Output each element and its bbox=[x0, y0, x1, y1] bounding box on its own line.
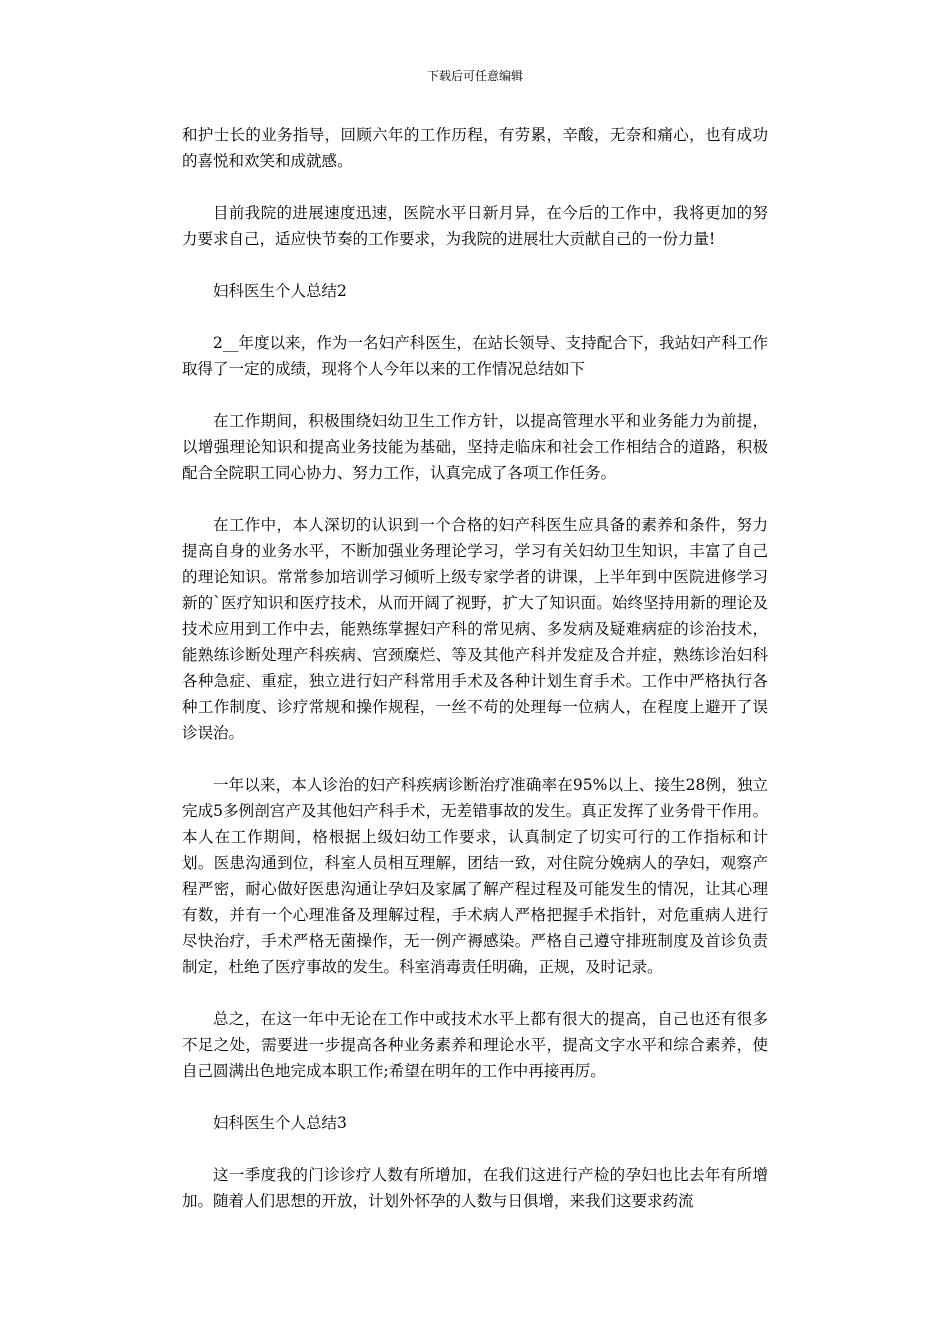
paragraph: 总之，在这一年中无论在工作中或技术水平上都有很大的提高，自己也还有很多不足之处，需要进一步提高各种业务素养和理论水平，提高文字水平和综合素养，使自己圆满出色地完成本职工作;希望在明年的工作中再接再厉。 bbox=[182, 1010, 768, 1080]
section-heading: 妇科医生个人总结2 bbox=[213, 282, 347, 300]
section-heading: 妇科医生个人总结3 bbox=[213, 1114, 347, 1132]
document-body bbox=[182, 122, 768, 1214]
paragraph: 在工作中，本人深切的认识到一个合格的妇产科医生应具备的素养和条件，努力提高自身的业务水平，不断加强业务理论学习，学习有关妇幼卫生知识，丰富了自己的理论知识。常常参加培训学习倾听上级专家学者的讲课，上半年到中医院进修学习新的`医疗知识和医疗技术，从而开阔了视野，扩大了知识面。始终坚持用新的理论及技术应用到工作中去，能熟练掌握妇产科的常见病、多发病及疑难病症的诊治技术，能熟练诊断处理产科疾病、宫颈糜烂、等及其他产科并发症及合并症，熟练诊治妇科各种急症、重症，独立进行妇产科常用手术及各种计划生育手术。工作中严格执行各种工作制度、诊疗常规和操作规程，一丝不苟的处理每一位病人，在程度上避开了误诊误治。 bbox=[182, 516, 768, 742]
paragraph-continued: 和护士长的业务指导，回顾六年的工作历程，有劳累，辛酸，无奈和痛心，也有成功的喜悦和欢笑和成就感。 bbox=[182, 126, 768, 170]
paragraph: 一年以来，本人诊治的妇产科疾病诊断治疗准确率在95%以上、接生28例，独立完成5多例剖宫产及其他妇产科手术，无差错事故的发生。真正发挥了业务骨干作用。本人在工作期间，格根据上级妇幼工作要求，认真制定了切实可行的工作指标和计划。医患沟通到位，科室人员相互理解，团结一致，对住院分娩病人的孕妇，观察产程严密，耐心做好医患沟通让孕妇及家属了解产程过程及可能发生的情况，让其心理有数，并有一个心理准备及理解过程，手术病人严格把握手术指针，对危重病人进行尽快治疗，手术严格无菌操作，无一例产褥感染。严格自己遵守排班制度及首诊负责制定，杜绝了医疗事故的发生。科室消毒责任明确，正规，及时记录。 bbox=[182, 776, 768, 976]
header-note: 下载后可任意编辑 bbox=[426, 69, 523, 83]
paragraph: 在工作期间，积极围绕妇幼卫生工作方针，以提高管理水平和业务能力为前提，以增强理论知识和提高业务技能为基础，坚持走临床和社会工作相结合的道路，积极配合全院职工同心协力、努力工作，认真完成了各项工作任务。 bbox=[182, 412, 768, 482]
paragraph: 这一季度我的门诊诊疗人数有所增加，在我们这进行产检的孕妇也比去年有所增加。随着人们思想的开放，计划外怀孕的人数与日俱增，来我们这要求药流 bbox=[182, 1166, 768, 1210]
paragraph: 2__年度以来，作为一名妇产科医生，在站长领导、支持配合下，我站妇产科工作取得了一定的成绩，现将个人今年以来的工作情况总结如下 bbox=[182, 334, 768, 378]
paragraph: 目前我院的进展速度迅速，医院水平日新月异，在今后的工作中，我将更加的努力要求自己，适应快节奏的工作要求，为我院的进展壮大贡献自己的一份力量! bbox=[182, 204, 768, 248]
